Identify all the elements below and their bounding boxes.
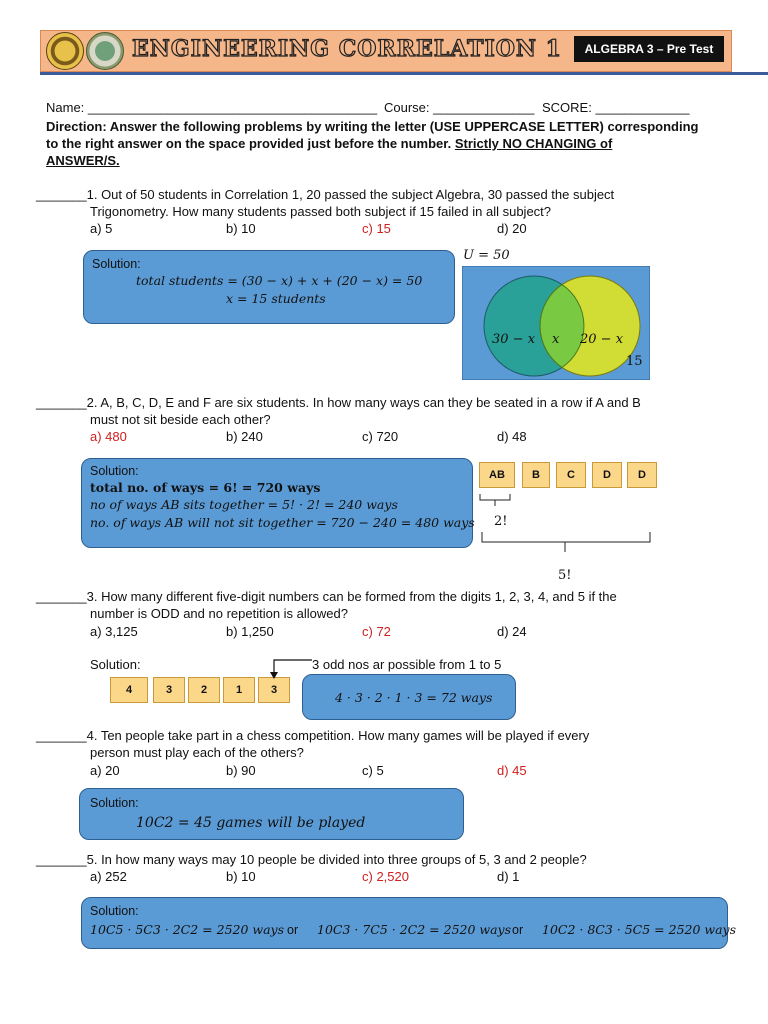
small-brace-label: 2! xyxy=(494,514,508,529)
digit-box: 3 xyxy=(153,677,185,703)
q1-solution-box xyxy=(83,250,455,324)
digit-box: 4 xyxy=(110,677,148,703)
q3-option-a: a) 3,125 xyxy=(90,624,138,639)
venn-middle-label: x xyxy=(552,332,560,347)
venn-left-label: 30 − x xyxy=(492,332,536,347)
q1-option-a: a) 5 xyxy=(90,221,113,236)
q3-line-2: number is ODD and no repetition is allowed? xyxy=(90,606,348,621)
q4-option-a: a) 20 xyxy=(90,763,120,778)
q2-solution-label: Solution: xyxy=(90,464,139,478)
department-seal-logo xyxy=(86,32,124,70)
q2-solution-line-1: total no. of ways = 6! = 720 ways xyxy=(90,480,321,495)
venn-right-label: 20 − x xyxy=(580,332,624,347)
q4-option-c: c) 5 xyxy=(362,763,384,778)
q4-solution-label: Solution: xyxy=(90,796,139,810)
q3-note: 3 odd nos ar possible from 1 to 5 xyxy=(312,657,502,672)
small-brace xyxy=(480,494,510,506)
large-brace xyxy=(482,532,650,552)
q1-option-d: d) 20 xyxy=(497,221,527,236)
q4-line-2: person must play each of the others? xyxy=(90,745,304,760)
q2-option-a: a) 480 xyxy=(90,429,127,444)
q5-solution-line-2: 10C3 · 7C5 · 2C2 = 2520 ways xyxy=(317,922,512,937)
q5-option-b: b) 10 xyxy=(226,869,256,884)
direction-text: to the right answer on the space provided just before the number. xyxy=(46,136,455,151)
header-rule xyxy=(40,72,768,75)
arrow-line xyxy=(274,660,312,674)
q5-solution-box xyxy=(81,897,737,949)
q2-solution-line-3: no. of ways AB will not sit together = 720 − 240 = 480 ways xyxy=(90,515,475,530)
q1-solution-line-1: total students = (30 − x) + x + (20 − x) = 50 xyxy=(136,273,423,288)
q4-option-d: d) 45 xyxy=(497,763,527,778)
document-title: ENGINEERING CORRELATION 1 xyxy=(132,36,562,62)
q3-line-1: _______3. How many different five-digit numbers can be formed from the digits 1, 2, 3, 4, and 5 if the xyxy=(36,589,617,604)
q4-option-b: b) 90 xyxy=(226,763,256,778)
q5-or-1: or xyxy=(287,923,299,937)
q2-line-2: must not sit beside each other? xyxy=(90,412,271,427)
seat-box: C xyxy=(556,462,586,488)
q5-option-a: a) 252 xyxy=(90,869,127,884)
q5-or-2: or xyxy=(512,923,524,937)
q3-solution-label: Solution: xyxy=(90,657,141,672)
q2-option-c: c) 720 xyxy=(362,429,399,444)
digit-box: 3 xyxy=(258,677,290,703)
q1-option-b: b) 10 xyxy=(226,221,256,236)
q3-option-d: d) 24 xyxy=(497,624,527,639)
q1-solution-label: Solution: xyxy=(92,257,141,271)
q3-option-b: b) 1,250 xyxy=(226,624,274,639)
direction-line-1: Direction: Answer the following problems by writing the letter (USE UPPERCASE LETTER) corresponding xyxy=(46,119,699,134)
q5-solution-line-3: 10C2 · 8C3 · 5C5 = 2520 ways xyxy=(542,922,737,937)
q2-solution-box xyxy=(81,458,473,548)
school-seal-logo xyxy=(46,32,84,70)
q4-solution-line-1: 10C2 = 45 games will be played xyxy=(136,815,366,831)
venn-outside-label: 15 xyxy=(626,354,643,369)
q3-solution-box xyxy=(302,674,516,720)
q1-solution-line-2: x = 15 students xyxy=(226,291,326,306)
direction-emphasis: Strictly NO CHANGING of xyxy=(454,136,613,151)
test-tag: ALGEBRA 3 – Pre Test xyxy=(574,36,724,62)
large-brace-label: 5! xyxy=(558,568,572,583)
q5-solution-line-1: 10C5 · 5C3 · 2C2 = 2520 ways xyxy=(90,922,285,937)
q3-solution-line-1: 4 · 3 · 2 · 1 · 3 = 72 ways xyxy=(335,690,493,705)
q1-option-c: c) 15 xyxy=(362,221,391,236)
score-field: SCORE: _____________ xyxy=(542,100,690,115)
venn-universe-label: U = 50 xyxy=(463,248,510,263)
q4-solution-box xyxy=(79,788,464,840)
q2-line-1: _______2. A, B, C, D, E and F are six students. In how many ways can they be seated in a row if A and B xyxy=(36,395,641,410)
digit-box: 2 xyxy=(188,677,220,703)
direction-line-2 xyxy=(46,136,612,151)
q2-option-b: b) 240 xyxy=(226,429,263,444)
q4-line-1: _______4. Ten people take part in a chess competition. How many games will be played if every xyxy=(36,728,590,743)
q1-line-1: _______1. Out of 50 students in Correlation 1, 20 passed the subject Algebra, 30 passed the subject xyxy=(36,187,615,202)
venn-diagram xyxy=(462,266,650,380)
seat-box: D xyxy=(627,462,657,488)
q2-solution-line-2: no of ways AB sits together = 5! · 2! = 240 ways xyxy=(90,497,398,512)
direction-line-3: ANSWER/S. xyxy=(46,153,120,168)
course-field: Course: ______________ xyxy=(384,100,535,115)
q5-solution-label: Solution: xyxy=(90,904,139,918)
seat-box: B xyxy=(522,462,550,488)
q1-line-2: Trigonometry. How many students passed both subject if 15 failed in all subject? xyxy=(90,204,552,219)
digit-box: 1 xyxy=(223,677,255,703)
seat-box: AB xyxy=(479,462,515,488)
q3-option-c: c) 72 xyxy=(362,624,391,639)
q5-option-d: d) 1 xyxy=(497,869,520,884)
arrow-head-icon xyxy=(270,672,278,679)
q2-option-d: d) 48 xyxy=(497,429,527,444)
q5-line-1: _______5. In how many ways may 10 people be divided into three groups of 5, 3 and 2 people? xyxy=(36,852,587,867)
q5-option-c: c) 2,520 xyxy=(362,869,409,884)
name-field: Name: ________________________________________ xyxy=(46,100,378,115)
seat-box: D xyxy=(592,462,622,488)
